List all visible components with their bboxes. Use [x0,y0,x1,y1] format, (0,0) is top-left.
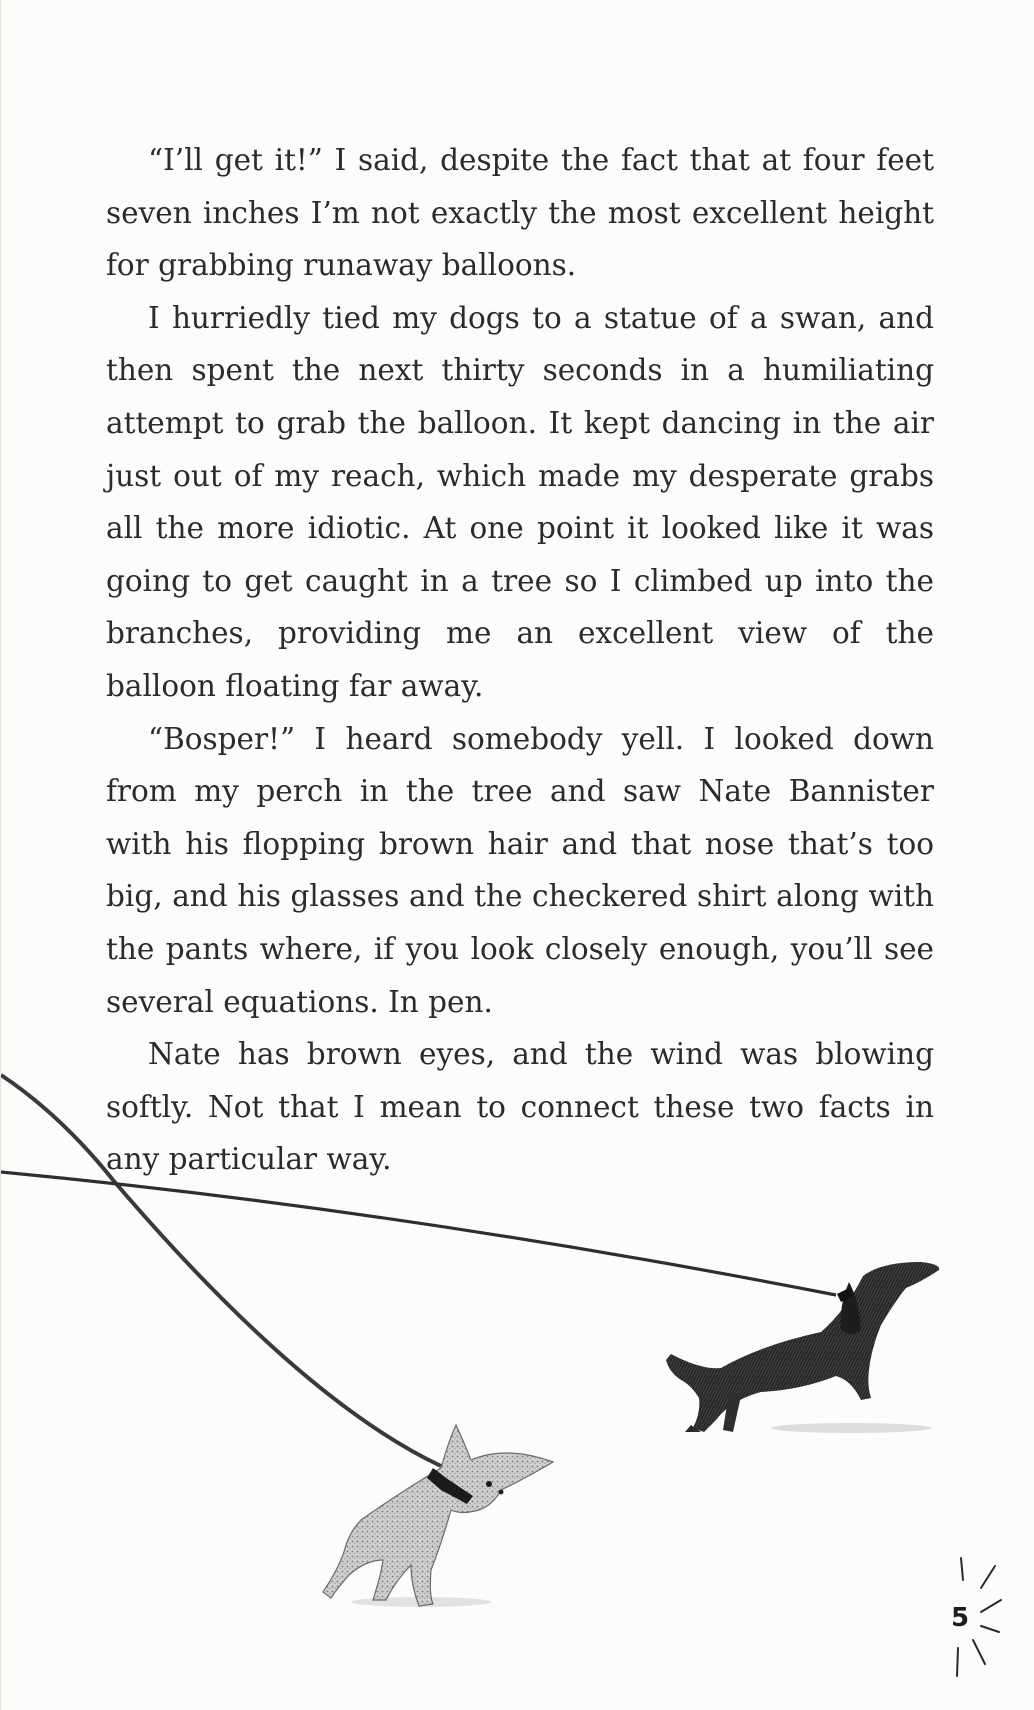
paragraph: “I’ll get it!” I said, despite the fact that at four feet seven inches I’m not exactly the most excellent height for grabbing runaway balloons. [106,143,934,283]
leash-small-dog [1,1075,441,1466]
paragraph: I hurriedly tied my dogs to a statue of a swan, and then spent the next thirty seconds in a humiliating attempt to grab the balloon. It kept dancing in the air just out of my reach, which made my desperate grabs all the more idiotic. At one point it looked like it was going to get caught in a tree so I climbed up into the branches, providing me an excellent view of the balloon floating far away. [106,300,934,703]
paragraph: “Bosper!” I heard somebody yell. I looked down from my perch in the tree and saw Nate Bannister with his flopping brown hair and that nose that’s too big, and his glasses and the checkered shirt along with the pants where, if you look closely enough, you’ll see several equations. In pen. [106,721,934,1019]
leash-dachshund [1,1172,836,1295]
page-number: 5 [951,1603,970,1633]
chihuahua-dog [323,1425,553,1607]
paragraph: Nate has brown eyes, and the wind was blowing softly. Not that I mean to connect these two facts in any particular way. [106,1037,934,1177]
dogs-on-leashes-illustration [1,0,1034,1710]
